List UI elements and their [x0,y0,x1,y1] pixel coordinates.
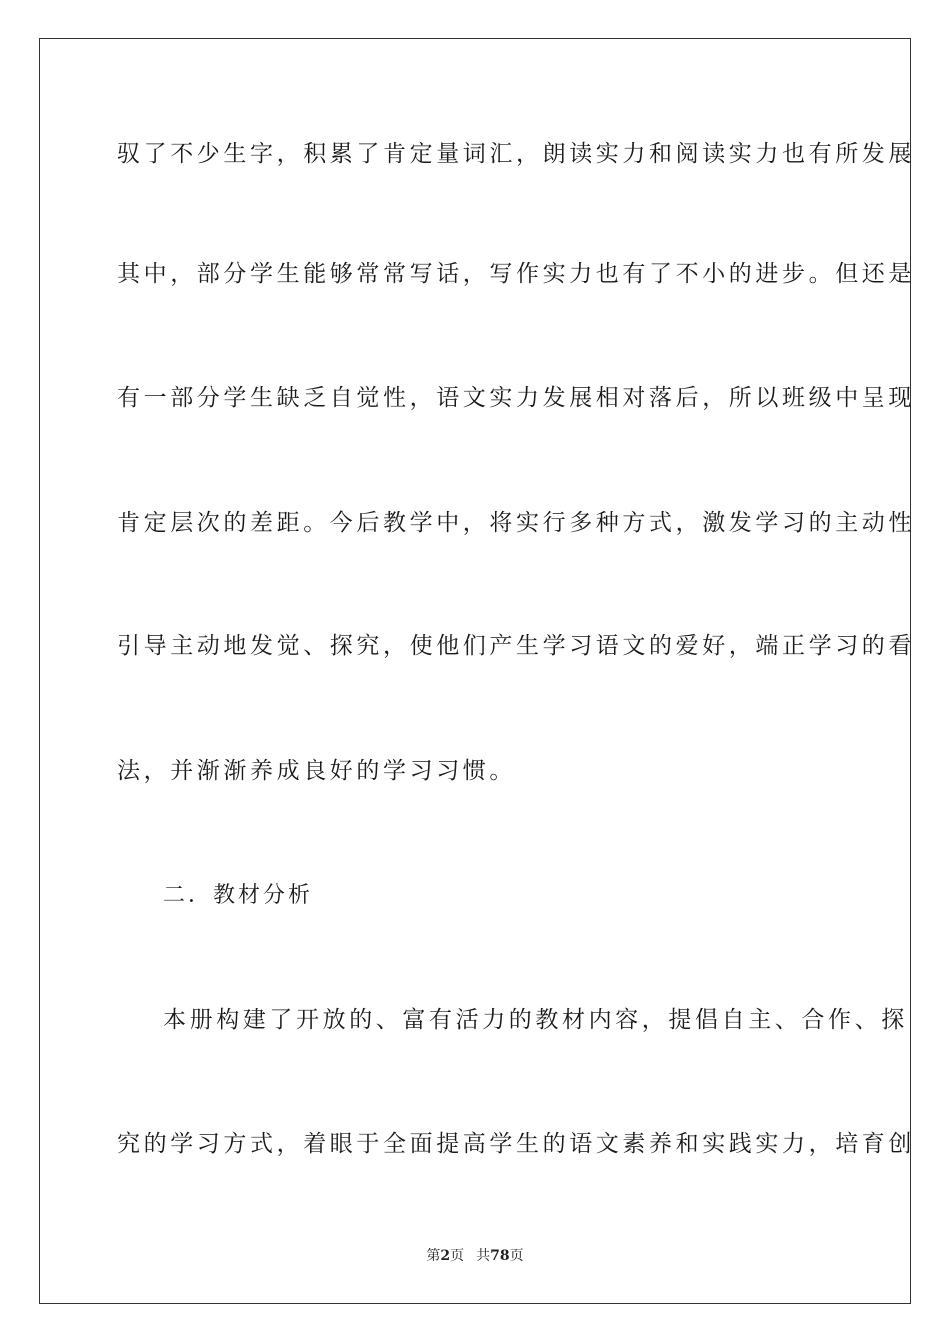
page-border [39,38,915,1304]
body-text-line: 法，并渐渐养成良好的学习习惯。 [117,758,516,784]
body-text-line: 究的学习方式，着眼于全面提高学生的语文素养和实践实力，培育创 [117,1131,915,1157]
page-number: 2 [440,1248,451,1264]
total-prefix: 共 [476,1248,491,1264]
page-prefix: 第 [426,1248,441,1264]
body-text-line: 其中，部分学生能够常常写话，写作实力也有了不小的进步。但还是 [117,261,915,287]
page-footer [0,1246,950,1266]
body-text-line: 肯定层次的差距。今后教学中，将实行多种方式，激发学习的主动性 [117,510,915,536]
body-text-line: 驭了不少生字，积累了肯定量词汇，朗读实力和阅读实力也有所发展 [117,141,915,167]
body-text-line: 引导主动地发觉、探究，使他们产生学习语文的爱好，端正学习的看 [117,633,915,659]
body-text-line: 有一部分学生缺乏自觉性，语文实力发展相对落后，所以班级中呈现 [117,385,915,411]
total-suffix: 页 [509,1248,524,1264]
total-pages: 78 [490,1248,510,1264]
body-text-line: 本册构建了开放的、富有活力的教材内容，提倡自主、合作、探 [163,1007,908,1033]
page-suffix: 页 [450,1248,465,1264]
section-heading: 二．教材分析 [163,883,314,908]
